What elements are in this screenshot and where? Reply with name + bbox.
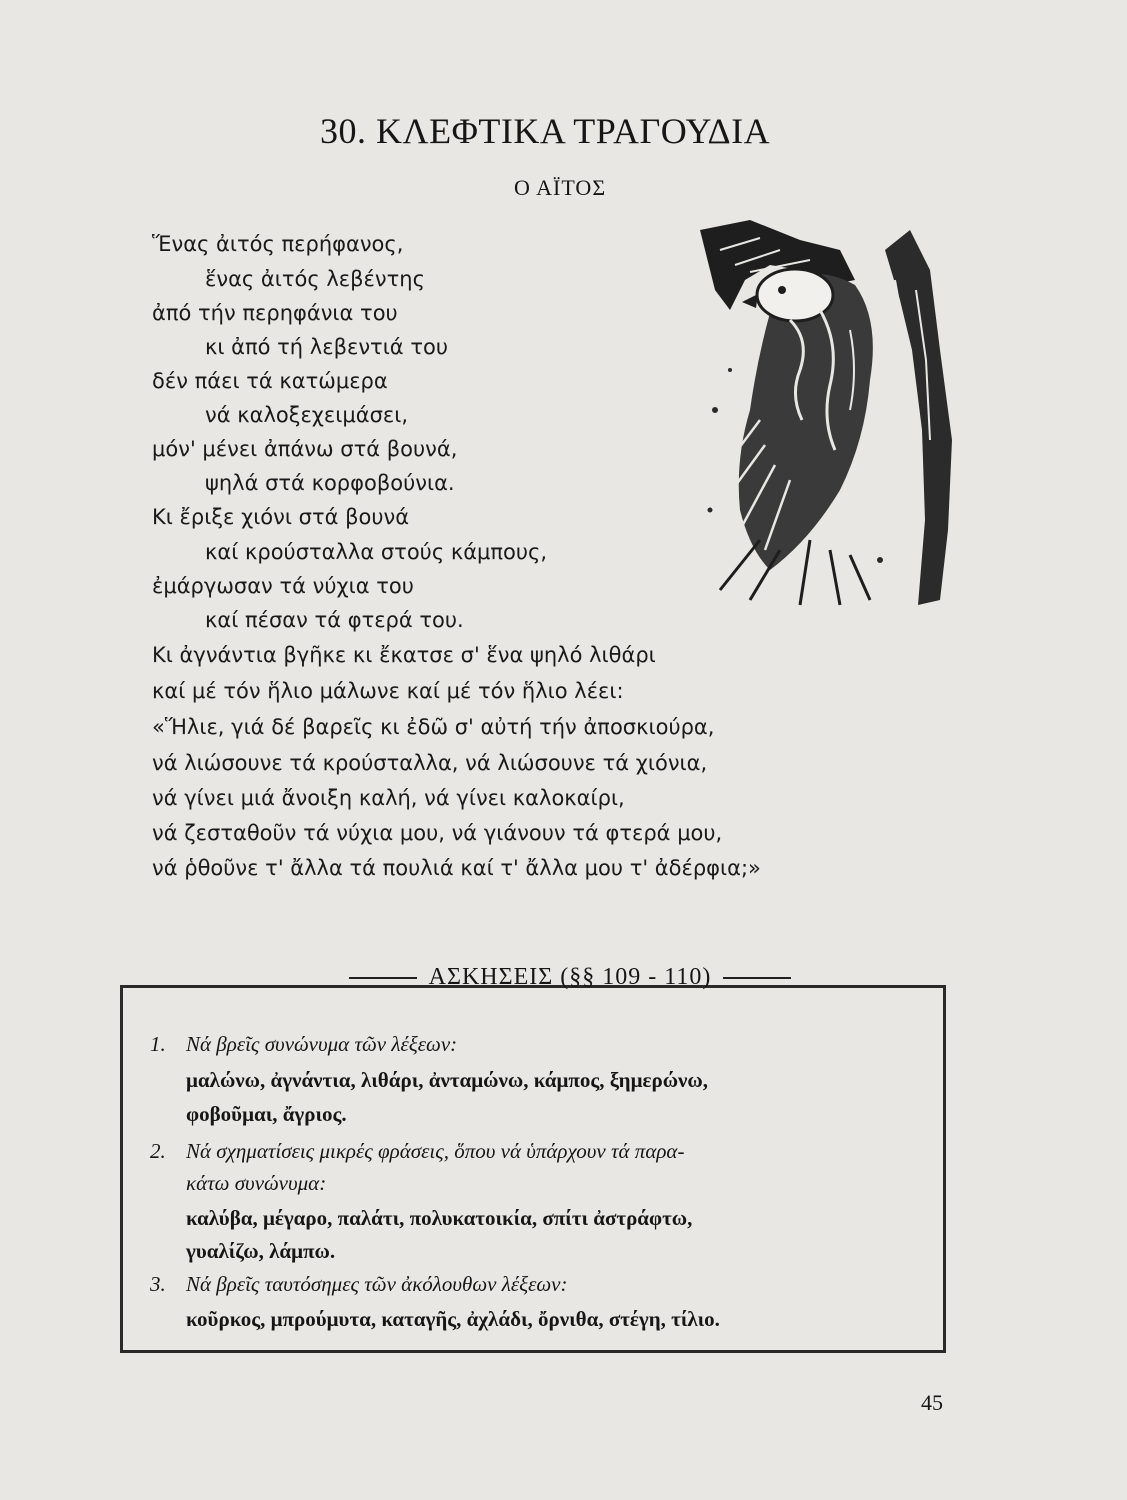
- exercise-prompt: Νά βρεῖς συνώνυμα τῶν λέξεων:: [186, 1032, 458, 1056]
- exercise-number: 1.: [150, 1032, 166, 1056]
- verse-line: δέν πάει τά κατώμερα: [152, 369, 388, 393]
- verse-line: νά ῥθοῦνε τ' ἄλλα τά πουλιά καί τ' ἄλλα μου τ' ἀδέρφια;»: [152, 856, 761, 880]
- verse-line: Κι ἔριξε χιόνι στά βουνά: [152, 505, 410, 529]
- verse-line: «Ἥλιε, γιά δέ βαρεῖς κι ἐδῶ σ' αὐτή τήν ἀποσκιούρα,: [152, 715, 715, 739]
- exercises-title: [300, 964, 840, 991]
- title-rule-right: [723, 977, 791, 979]
- eagle-illustration: [690, 210, 960, 610]
- verse-line: καί πέσαν τά φτερά του.: [205, 608, 464, 632]
- verse-line: νά γίνει μιά ἄνοιξη καλή, νά γίνει καλοκαίρι,: [152, 786, 625, 810]
- exercises-title-text: ΑΣΚΗΣΕΙΣ (§§ 109 - 110): [428, 964, 712, 990]
- poem-title: Ο ΑΪΤΟΣ: [514, 175, 607, 200]
- verse-line: κι ἀπό τή λεβεντιά του: [205, 335, 448, 359]
- verse-line: Ἕνας ἀιτός περήφανος,: [152, 232, 404, 256]
- verse-line: ἀπό τήν περηφάνια του: [152, 301, 398, 325]
- exercise-number: 3.: [150, 1272, 166, 1296]
- exercise-number: 2.: [150, 1139, 166, 1163]
- verse-line: ἕνας ἀιτός λεβέντης: [205, 267, 425, 291]
- exercise-words: μαλώνω, ἀγνάντια, λιθάρι, ἀνταμώνω, κάμπος, ξημερώνω,: [186, 1068, 709, 1092]
- exercise-words: φοβοῦμαι, ἄγριος.: [186, 1102, 347, 1126]
- verse-line: ἐμάργωσαν τά νύχια του: [152, 574, 414, 598]
- verse-line: ψηλά στά κορφοβούνια.: [205, 471, 455, 495]
- verse-line: μόν' μένει ἀπάνω στά βουνά,: [152, 437, 458, 461]
- verse-line: Κι ἀγνάντια βγῆκε κι ἔκατσε σ' ἕνα ψηλό λιθάρι: [152, 643, 656, 667]
- verse-line: καί μέ τόν ἥλιο μάλωνε καί μέ τόν ἥλιο λέει:: [152, 679, 624, 703]
- exercise-words: γυαλίζω, λάμπω.: [186, 1239, 336, 1263]
- page-number: 45: [921, 1390, 943, 1415]
- verse-line: νά ζεσταθοῦν τά νύχια μου, νά γιάνουν τά φτερά μου,: [152, 821, 723, 845]
- exercise-words: καλύβα, μέγαρο, παλάτι, πολυκατοικία, σπίτι ἀστράφτω,: [186, 1206, 693, 1230]
- exercise-words: κοῦρκος, μπρούμυτα, καταγῆς, ἀχλάδι, ὄρνιθα, στέγη, τίλιο.: [186, 1307, 720, 1331]
- verse-line: νά καλοξεχειμάσει,: [205, 403, 409, 427]
- exercise-prompt: Νά βρεῖς ταυτόσημες τῶν ἀκόλουθων λέξεων:: [186, 1272, 568, 1296]
- title-rule-left: [349, 977, 417, 979]
- exercise-prompt: Νά σχηματίσεις μικρές φράσεις, ὅπου νά ὑπάρχουν τά παρα-: [186, 1139, 685, 1163]
- verse-line: καί κρούσταλλα στούς κάμπους,: [205, 540, 548, 564]
- chapter-title: 30. ΚΛΕΦΤΙΚΑ ΤΡΑΓΟΥΔΙΑ: [320, 111, 771, 151]
- verse-line: νά λιώσουνε τά κρούσταλλα, νά λιώσουνε τά χιόνια,: [152, 751, 708, 775]
- exercise-prompt-cont: κάτω συνώνυμα:: [186, 1171, 327, 1195]
